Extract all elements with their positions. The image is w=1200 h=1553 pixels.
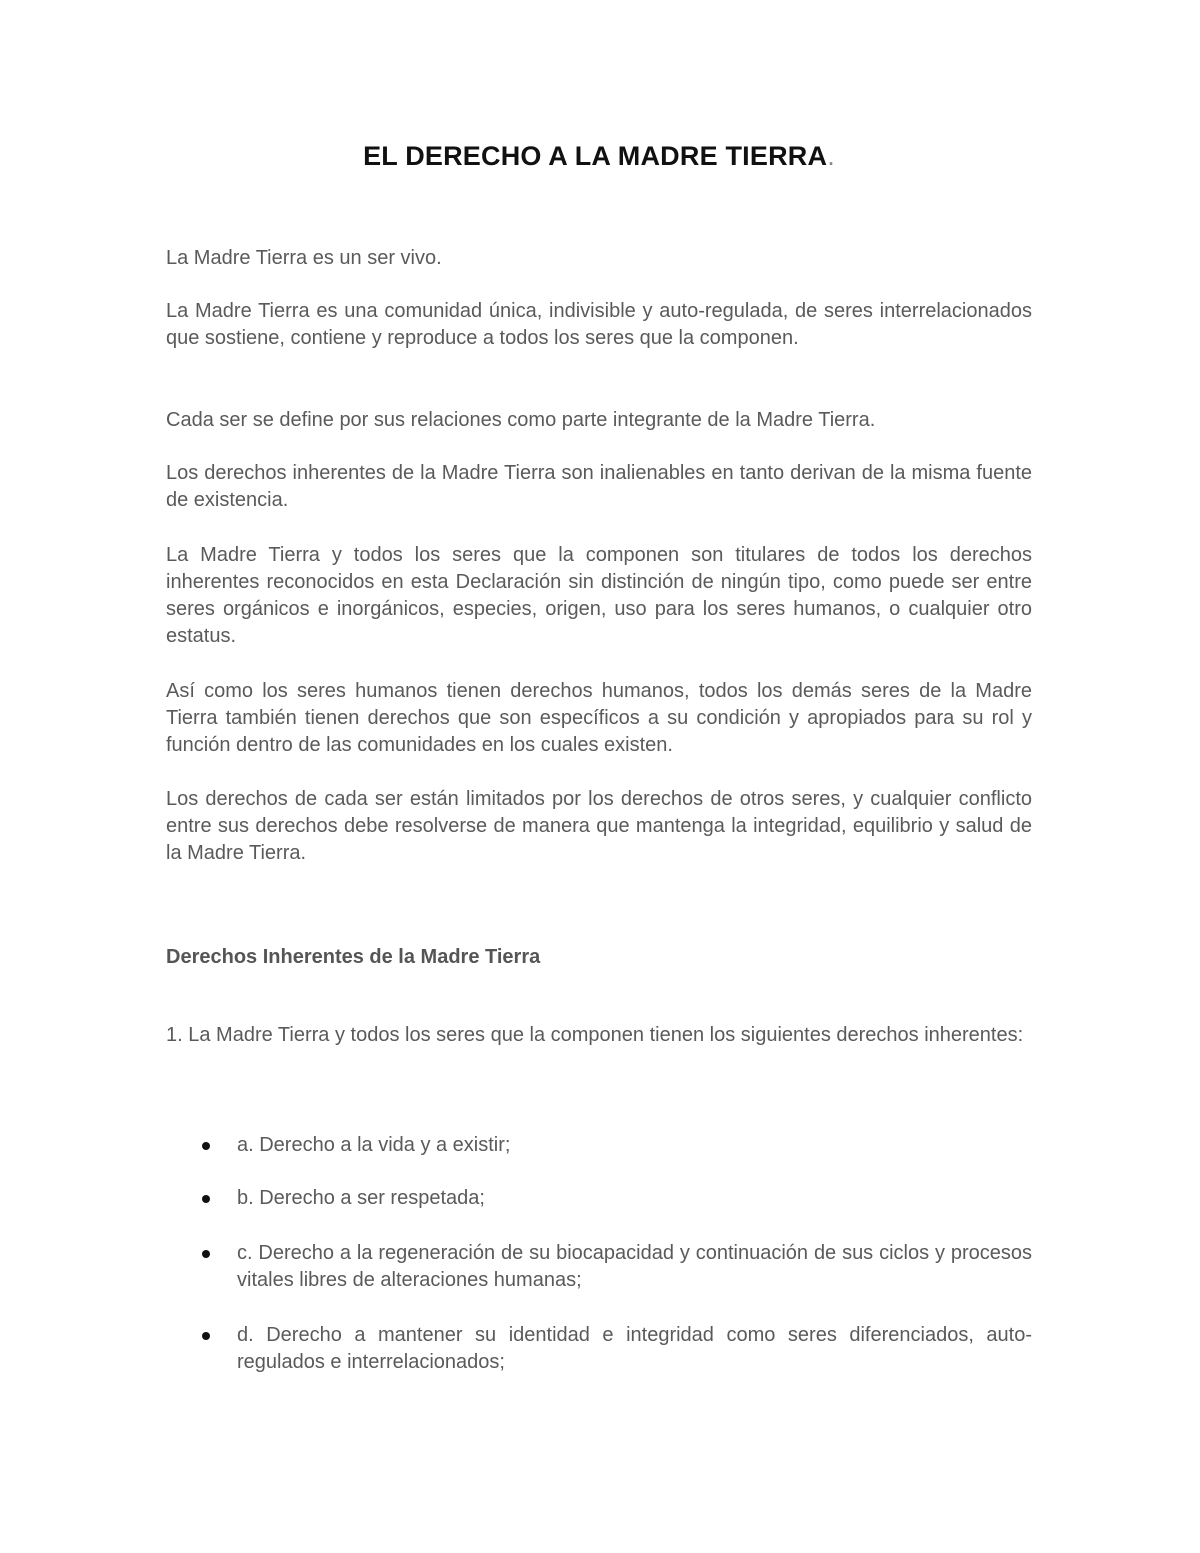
right-a: a. Derecho a la vida y a existir; — [237, 1134, 511, 1156]
title-text: EL DERECHO A LA MADRE TIERRA — [363, 141, 828, 171]
bullet-icon — [202, 1332, 210, 1340]
document-title — [166, 141, 1032, 172]
paragraph-4: Los derechos inherentes de la Madre Tierra son inalienables en tanto derivan de la misma fuente de existencia. — [166, 462, 1032, 511]
paragraph-6: Así como los seres humanos tienen derechos humanos, todos los demás seres de la Madre Tierra también tienen derechos que son específicos a su condición y apropiados para su rol y función dentro de las comunidades en los cuales existen. — [166, 680, 1032, 756]
right-d: d. Derecho a mantener su identidad e integridad como seres diferenciados, auto-regulados e interrelacionados; — [237, 1324, 1032, 1373]
bullet-icon — [202, 1195, 210, 1203]
paragraph-2: La Madre Tierra es una comunidad única, indivisible y auto-regulada, de seres interrelacionados que sostiene, contiene y reproduce a todos los seres que la componen. — [166, 300, 1032, 349]
right-b: b. Derecho a ser respetada; — [237, 1187, 485, 1209]
right-c: c. Derecho a la regeneración de su biocapacidad y continuación de sus ciclos y procesos vitales libres de alteraciones humanas; — [237, 1242, 1032, 1291]
bullet-icon — [202, 1250, 210, 1258]
paragraph-5: La Madre Tierra y todos los seres que la componen son titulares de todos los derechos inherentes reconocidos en esta Declaración sin distinción de ningún tipo, como puede ser entre seres orgánicos e inorgánicos, especies, origen, uso para los seres humanos, o cualquier otro estatus. — [166, 544, 1032, 647]
section-intro: 1. La Madre Tierra y todos los seres que la componen tienen los siguientes derechos inherentes: — [166, 1024, 1024, 1046]
paragraph-1: La Madre Tierra es un ser vivo. — [166, 247, 442, 269]
paragraph-3: Cada ser se define por sus relaciones como parte integrante de la Madre Tierra. — [166, 409, 876, 431]
paragraph-7: Los derechos de cada ser están limitados por los derechos de otros seres, y cualquier conflicto entre sus derechos debe resolverse de manera que mantenga la integridad, equilibrio y salud de la Madre Tierra. — [166, 788, 1032, 864]
bullet-icon — [202, 1142, 210, 1150]
title-period: . — [827, 141, 835, 171]
section-heading: Derechos Inherentes de la Madre Tierra — [166, 946, 541, 968]
